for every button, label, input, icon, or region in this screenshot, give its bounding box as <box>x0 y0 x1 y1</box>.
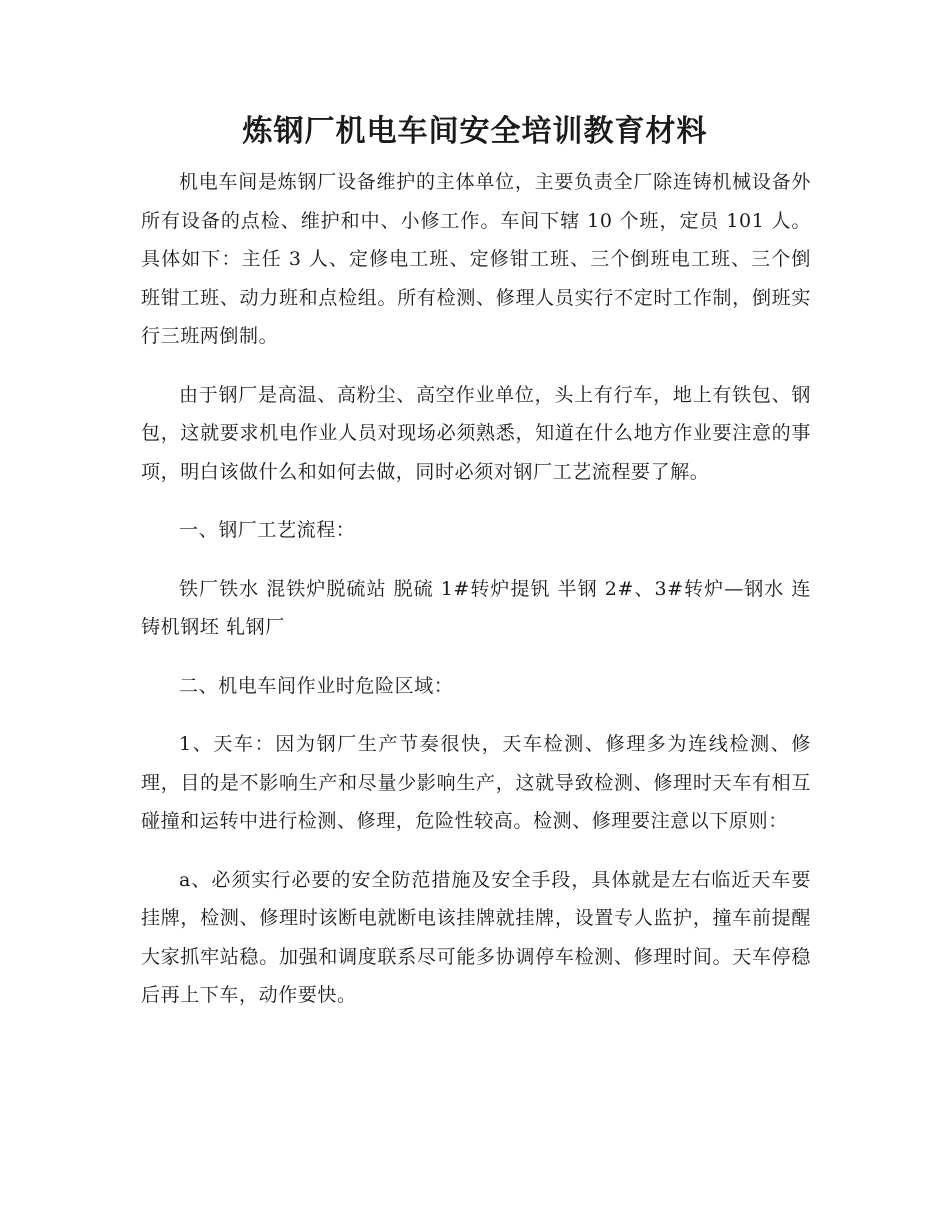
document-title: 炼钢厂机电车间安全培训教育材料 <box>242 114 708 149</box>
paragraph-process-flow: 铁厂铁水 混铁炉脱硫站 脱硫 1#转炉提钒 半钢 2#、3#转炉—钢水 连铸机钢坯 轧钢厂 <box>141 577 811 638</box>
section-heading-process: 一、钢厂工艺流程： <box>179 519 356 541</box>
paragraph-crane: 1、天车：因为钢厂生产节奏很快，天车检测、修理多为连线检测、修理，目的是不影响生产和尽量少影响生产，这就导致检测、修理时天车有相互碰撞和运转中进行检测、修理，危险性较高。检测、修理要注意以下原则： <box>141 733 811 832</box>
section-heading-danger-zones: 二、机电车间作业时危险区域： <box>179 674 454 697</box>
paragraph-crane-rule-a: a、必须实行必要的安全防范措施及安全手段，具体就是左右临近天车要挂牌，检测、修理时该断电就断电该挂牌就挂牌，设置专人监护，撞车前提醒大家抓牢站稳。加强和调度联系尽可能多协调停车检测、修理时间。天车停稳后再上下车，动作要快。 <box>141 868 811 1006</box>
document-body <box>141 163 811 1035</box>
paragraph-intro: 机电车间是炼钢厂设备维护的主体单位，主要负责全厂除连铸机械设备外所有设备的点检、维护和中、小修工作。车间下辖 10 个班，定员 101 人。具体如下：主任 3 人、定修电工班、定修钳工班、三个倒班电工班、三个倒班钳工班、动力班和点检组。所有检测、修理人员实行不定时工作制，倒班实行三班两倒制。 <box>141 171 811 347</box>
paragraph-environment: 由于钢厂是高温、高粉尘、高空作业单位，头上有行车，地上有铁包、钢包，这就要求机电作业人员对现场必须熟悉，知道在什么地方作业要注意的事项，明白该做什么和如何去做，同时必须对钢厂工艺流程要了解。 <box>141 383 811 483</box>
